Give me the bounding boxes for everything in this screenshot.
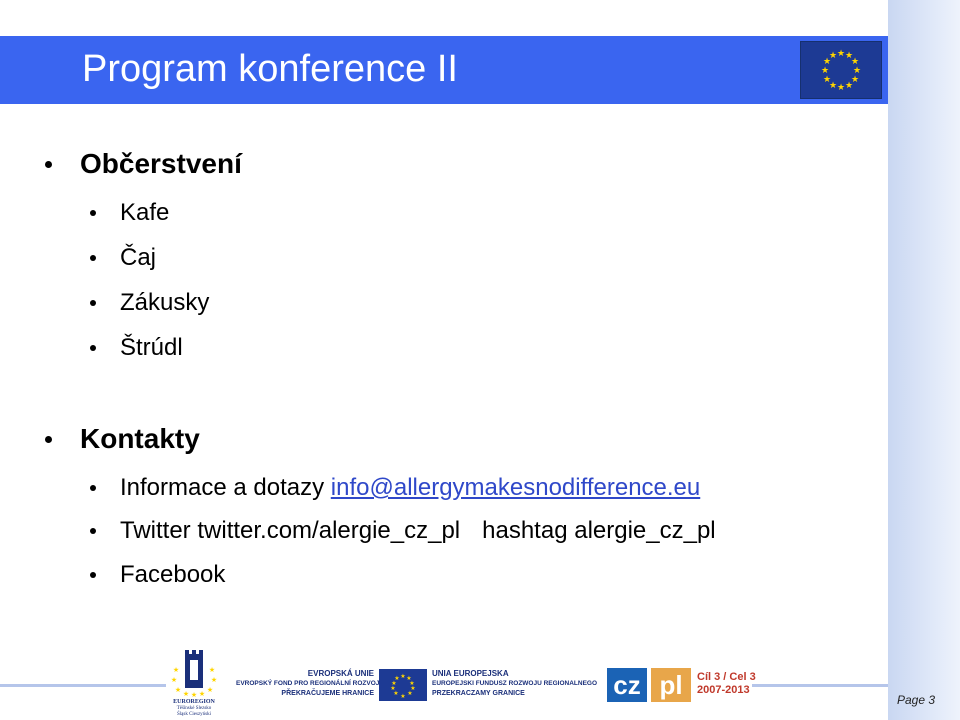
svg-text:★: ★	[190, 691, 198, 698]
cz-label: cz	[607, 668, 647, 702]
svg-text:★: ★	[828, 51, 838, 61]
contact-item-facebook: Facebook	[120, 561, 226, 588]
svg-text:★: ★	[836, 83, 846, 93]
email-link[interactable]: info@allergymakesnodifference.eu	[330, 474, 701, 501]
svg-text:★: ★	[172, 666, 180, 674]
svg-text:★: ★	[206, 686, 214, 694]
hashtag-label: hashtag	[482, 517, 568, 544]
footer-line-left	[0, 684, 166, 687]
page-number: Page 3	[897, 693, 936, 707]
svg-text:★: ★	[409, 680, 415, 687]
svg-text:★: ★	[170, 676, 178, 684]
svg-text:★: ★	[850, 57, 860, 67]
svg-text:★: ★	[174, 686, 182, 694]
svg-text:★: ★	[822, 57, 832, 67]
footer-line-right	[752, 684, 888, 687]
contact-item-twitter	[120, 517, 716, 545]
slide-title: Program konference II	[82, 48, 458, 90]
side-stripe	[888, 0, 960, 720]
svg-text:★: ★	[406, 675, 412, 682]
euroregion-line2: Śląsk Cieszyński	[176, 712, 212, 717]
svg-text:★: ★	[844, 81, 854, 91]
svg-text:★: ★	[391, 680, 397, 687]
section-heading-refreshments: Občerstvení	[80, 148, 242, 179]
list-item: Čaj	[120, 244, 157, 271]
svg-text:★: ★	[390, 685, 396, 692]
contact-label: Twitter	[120, 517, 191, 544]
pl-label: pl	[651, 668, 691, 702]
fund-cz-line2: EVROPSKÝ FOND PRO REGIONÁLNÍ ROZVOJ	[236, 680, 380, 687]
hashtag-value: alergie_cz_pl	[574, 517, 716, 544]
cil-line1: Cíl 3 / Cel 3	[697, 671, 756, 683]
svg-text:★: ★	[198, 690, 206, 698]
svg-text:★: ★	[852, 66, 862, 76]
fund-pl-text	[432, 669, 602, 699]
fund-cz-text	[236, 669, 380, 699]
contact-label: Informace a dotazy	[120, 474, 325, 501]
svg-text:★: ★	[393, 690, 399, 697]
svg-text:★: ★	[844, 51, 854, 61]
svg-text:★: ★	[828, 81, 838, 91]
fund-pl-line3: PRZEKRACZAMY GRANICE	[432, 690, 525, 697]
twitter-handle: twitter.com/alergie_cz_pl	[197, 517, 461, 544]
svg-text:★: ★	[836, 49, 846, 59]
eu-flag-small-icon	[379, 669, 427, 701]
euroregion-line1: Těšínské Slezsko	[176, 706, 212, 711]
euroregion-castle-icon	[168, 650, 220, 698]
svg-text:★: ★	[850, 75, 860, 85]
svg-text:★: ★	[407, 690, 413, 697]
fund-cz-line1: EVROPSKÁ UNIE	[307, 669, 374, 678]
svg-text:★: ★	[410, 685, 416, 692]
svg-text:★: ★	[400, 693, 406, 700]
svg-text:★: ★	[210, 676, 218, 684]
list-item: Štrúdl	[120, 334, 183, 361]
contact-item-info	[120, 474, 700, 502]
euroregion-title: EUROREGION	[173, 699, 215, 705]
svg-text:★: ★	[822, 75, 832, 85]
svg-text:★: ★	[208, 666, 216, 674]
list-item: Kafe	[120, 199, 170, 226]
section-heading-contacts: Kontakty	[80, 423, 200, 454]
svg-text:★: ★	[400, 673, 406, 680]
fund-pl-line2: EUROPEJSKI FUNDUSZ ROZWOJU REGIONALNEGO	[432, 680, 598, 687]
czpl-logo	[607, 668, 691, 702]
euroregion-logo	[168, 650, 220, 720]
svg-text:★: ★	[820, 66, 830, 76]
cil-line2: 2007-2013	[697, 684, 750, 696]
fund-pl-line1: UNIA EUROPEJSKA	[432, 669, 509, 678]
list-item: Zákusky	[120, 289, 210, 316]
svg-text:★: ★	[182, 690, 190, 698]
fund-cz-line3: PŘEKRAČUJEME HRANICE	[281, 690, 374, 697]
program-goal-logo	[697, 671, 756, 697]
svg-text:★: ★	[394, 675, 400, 682]
